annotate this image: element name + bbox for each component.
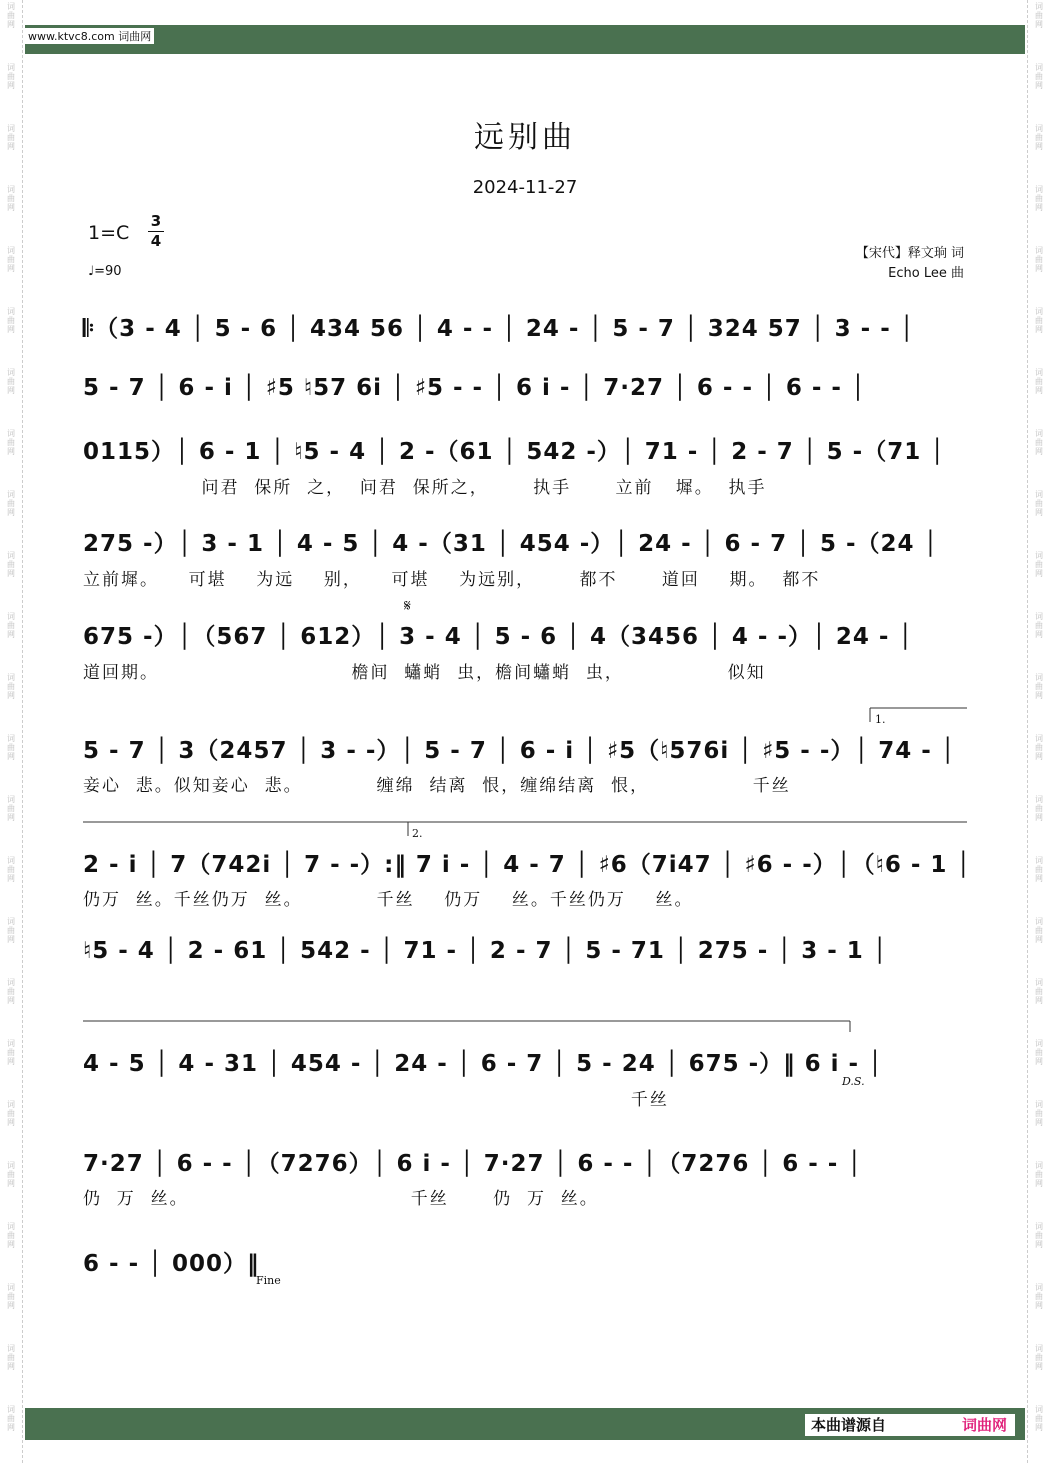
- watermark-text: 词 曲 网: [1035, 1161, 1043, 1188]
- lyric-row-1: 问君 保所 之， 问君 保所之， 执手 立前 墀。 执手: [83, 478, 767, 498]
- watermark-text: 词 曲 网: [7, 1100, 15, 1127]
- score-row-7: 2 - i │ 7（742i │ 7 - -）:‖ 7 i - │ 4 - 7 │ ♯6（7i47 │ ♯6 - -）│（♮6 - 1 │: [83, 852, 972, 878]
- watermark-text: 词 曲 网: [1035, 734, 1043, 761]
- score-row-2: 5 - 7 │ 6 - i │ ♯5 ♮57 6i │ ♯5 - - │ 6 i - │ 7·27 │ 6 - - │ 6 - - │: [83, 375, 866, 401]
- watermark-text: 词 曲 网: [7, 795, 15, 822]
- site-url[interactable]: www.ktvc8.com 词曲网: [25, 28, 154, 44]
- watermark-text: 词 曲 网: [7, 917, 15, 944]
- lyric-row-7: 仍 万 丝。 千丝 仍 万 丝。: [83, 1189, 599, 1209]
- watermark-text: 词 曲 网: [1035, 429, 1043, 456]
- source-badge[interactable]: [805, 1414, 1015, 1436]
- watermark-text: 词 曲 网: [1035, 673, 1043, 700]
- bottom-banner: [25, 1408, 1025, 1440]
- watermark-text: 词 曲 网: [1035, 1039, 1043, 1066]
- score-row-10: 7·27 │ 6 - - │（7276）│ 6 i - │ 7·27 │ 6 - - │（7276 │ 6 - - │: [83, 1151, 863, 1177]
- watermark-text: 词 曲 网: [7, 1161, 15, 1188]
- watermark-text: 词 曲 网: [1035, 1405, 1043, 1432]
- watermark-text: 词 曲 网: [1035, 2, 1043, 29]
- watermark-text: 词 曲 网: [7, 978, 15, 1005]
- watermark-text: 词 曲 网: [7, 1405, 15, 1432]
- watermark-text: 词 曲 网: [1035, 368, 1043, 395]
- site-name[interactable]: 词曲网: [961, 1416, 1007, 1434]
- score-row-8: ♮5 - 4 │ 2 - 61 │ 542 - │ 71 - │ 2 - 7 │ 5 - 71 │ 275 - │ 3 - 1 │: [83, 938, 888, 964]
- score-row-9: 4 - 5 │ 4 - 31 │ 454 - │ 24 - │ 6 - 7 │ 5 - 24 │ 675 -）‖ 6 i - │: [83, 1051, 883, 1077]
- song-date: 2024-11-27: [472, 177, 578, 198]
- watermark-text: 词 曲 网: [7, 856, 15, 883]
- watermark-text: 词 曲 网: [7, 612, 15, 639]
- watermark-text: 词 曲 网: [1035, 795, 1043, 822]
- lyric-row-3: 道回期。 檐间 蠨蛸 虫，檐间蠨蛸 虫， 似知: [83, 663, 766, 683]
- watermark-text: 词 曲 网: [7, 1222, 15, 1249]
- watermark-text: 词 曲 网: [7, 1283, 15, 1310]
- lyric-row-2: 立前墀。 可堪 为远 别， 可堪 为远别， 都不 道回 期。 都不: [83, 570, 821, 590]
- watermark-text: 词 曲 网: [1035, 978, 1043, 1005]
- song-title: 远别曲: [474, 120, 576, 155]
- watermark-text: 词 曲 网: [7, 124, 15, 151]
- watermark-text: 词 曲 网: [1035, 124, 1043, 151]
- watermark-text: 词 曲 网: [1035, 185, 1043, 212]
- watermark-text: 词 曲 网: [1035, 307, 1043, 334]
- time-sig-bottom: 4: [150, 232, 162, 250]
- volta-2: 2.: [412, 827, 423, 840]
- watermark-text: 词 曲 网: [7, 1039, 15, 1066]
- watermark-text: 词 曲 网: [7, 2, 15, 29]
- score-row-3: 0115）│ 6 - 1 │ ♮5 - 4 │ 2 -（61 │ 542 -）│ 71 - │ 2 - 7 │ 5 -（71 │: [83, 439, 946, 465]
- watermark-text: 词 曲 网: [1035, 63, 1043, 90]
- source-text: 本曲谱源自: [811, 1416, 887, 1434]
- lyric-row-4: 妾心 悲。似知妾心 悲。 缠绵 结离 恨，缠绵结离 恨， 千丝: [83, 776, 791, 796]
- watermark-text: 词 曲 网: [1035, 551, 1043, 578]
- tempo-mark: ♩=90: [88, 264, 122, 279]
- watermark-text: 词 曲 网: [7, 551, 15, 578]
- watermark-text: 词 曲 网: [1035, 1222, 1043, 1249]
- score-row-11: 6 - - │ 000）‖: [83, 1251, 260, 1277]
- watermark-text: 词 曲 网: [7, 246, 15, 273]
- score-row-1: 𝄆（3 - 4 │ 5 - 6 │ 434 56 │ 4 - - │ 24 - │ 5 - 7 │ 324 57 │ 3 - - │: [83, 316, 915, 342]
- watermark-text: 词 曲 网: [7, 368, 15, 395]
- fine-mark: Fine: [256, 1274, 281, 1287]
- watermark-text: 词 曲 网: [1035, 917, 1043, 944]
- watermark-text: 词 曲 网: [7, 429, 15, 456]
- watermark-text: 词 曲 网: [1035, 1100, 1043, 1127]
- score-row-5: 675 -）│（567 │ 612）│ 3 - 4 │ 5 - 6 │ 4（3456 │ 4 - -）│ 24 - │: [83, 624, 914, 650]
- watermark-text: 词 曲 网: [1035, 490, 1043, 517]
- watermark-text: 词 曲 网: [1035, 612, 1043, 639]
- watermark-text: 词 曲 网: [7, 734, 15, 761]
- ds-mark: D.S.: [842, 1075, 865, 1088]
- time-sig-top: 3: [150, 212, 162, 230]
- lyric-row-5: 仍万 丝。千丝仍万 丝。 千丝 仍万 丝。千丝仍万 丝。: [83, 890, 694, 910]
- watermark-text: 词 曲 网: [7, 1344, 15, 1371]
- watermark-text: 词 曲 网: [7, 307, 15, 334]
- composer-credit: Echo Lee 曲: [888, 266, 964, 281]
- score-row-6: 5 - 7 │ 3（2457 │ 3 - -）│ 5 - 7 │ 6 - i │ ♯5（♮576i │ ♯5 - -）│ 74 - │: [83, 738, 956, 764]
- watermark-text: 词 曲 网: [1035, 1283, 1043, 1310]
- watermark-text: 词 曲 网: [7, 185, 15, 212]
- watermark-text: 词 曲 网: [7, 490, 15, 517]
- watermark-text: 词 曲 网: [1035, 856, 1043, 883]
- segno-mark: 𝄋: [404, 596, 411, 615]
- volta-1: 1.: [875, 713, 886, 726]
- watermark-text: 词 曲 网: [7, 63, 15, 90]
- key-signature: 1=C: [88, 222, 130, 244]
- score-row-4: 275 -）│ 3 - 1 │ 4 - 5 │ 4 -（31 │ 454 -）│ 24 - │ 6 - 7 │ 5 -（24 │: [83, 531, 939, 557]
- lyric-row-6: 千丝: [83, 1090, 669, 1110]
- watermark-text: 词 曲 网: [1035, 246, 1043, 273]
- watermark-text: 词 曲 网: [7, 673, 15, 700]
- lyricist-credit: 【宋代】释文珦 词: [855, 246, 964, 261]
- watermark-text: 词 曲 网: [1035, 1344, 1043, 1371]
